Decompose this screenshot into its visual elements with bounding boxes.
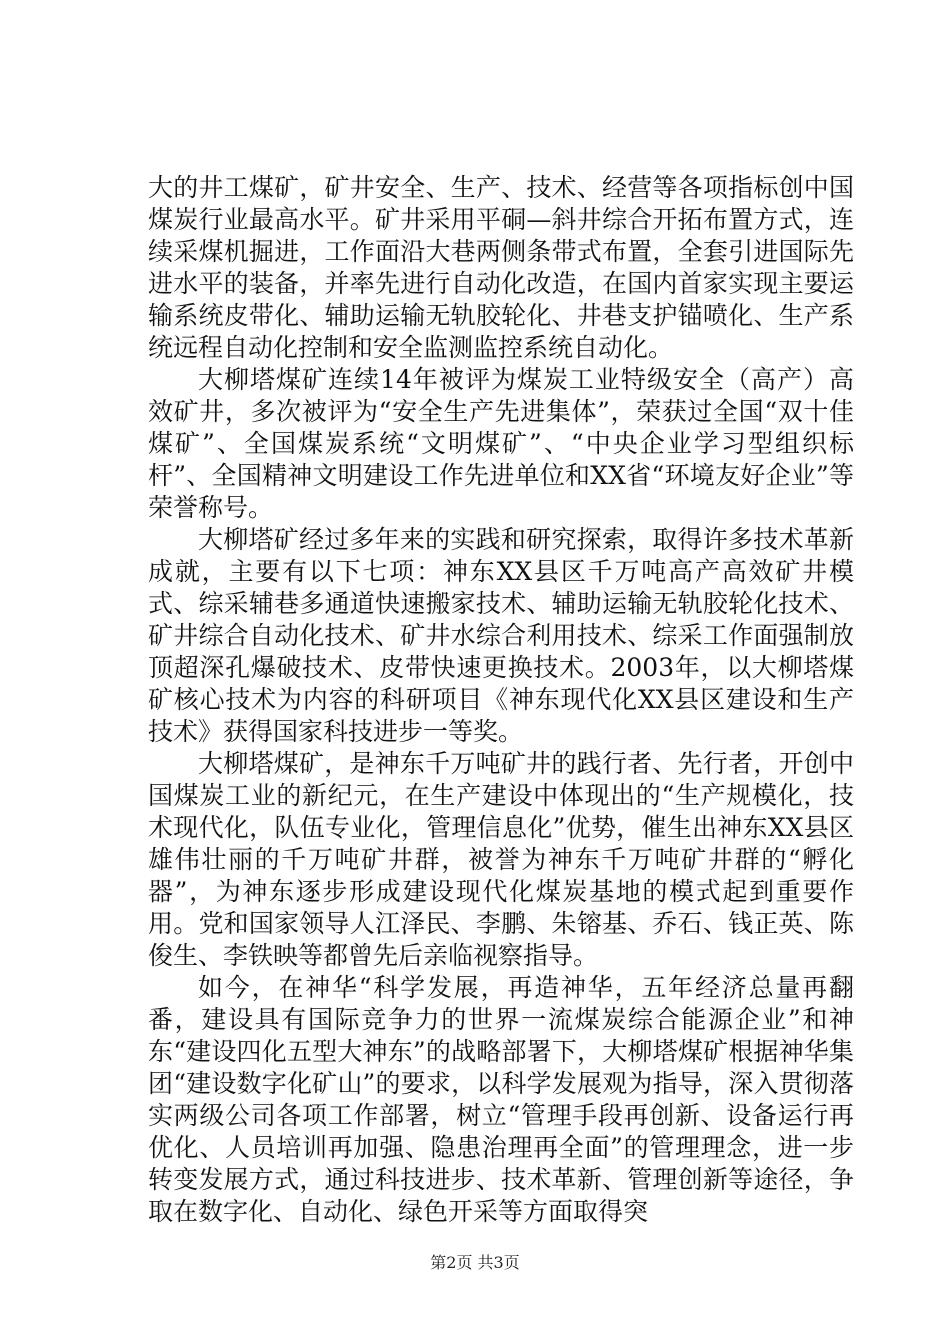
body-text (148, 172, 854, 1228)
paragraph-development: 如今，在神华“科学发展，再造神华，五年经济总量再翻番，建设具有国际竞争力的世界一流煤炭综合能源企业”和神东“建设四化五型大神东”的战略部署下，大柳塔煤矿根据神华集团“建设数字化矿山”的要求，以科学发展观为指导，深入贯彻落实两级公司各项工作部署，树立“管理手段再创新、设备运行再优化、人员培训再加强、隐患治理再全面”的管理理念，进一步转变发展方式，通过科技进步、技术革新、管理创新等途径，争取在数字化、自动化、绿色开采等方面取得突 (148, 973, 854, 1226)
paragraph-honors: 大柳塔煤矿连续14年被评为煤炭工业特级安全（高产）高效矿井，多次被评为“安全生产先进集体”，荣获过全国“双十佳煤矿”、全国煤炭系统“文明煤矿”、“中央企业学习型组织标杆”、全国精神文明建设工作先进单位和XX省“环境友好企业”等荣誉称号。 (148, 365, 854, 522)
paragraph-continued: 大的井工煤矿，矿井安全、生产、技术、经营等各项指标创中国煤炭行业最高水平。矿井采用平硐—斜井综合开拓布置方式，连续采煤机掘进，工作面沿大巷两侧条带式布置，全套引进国际先进水平的装备，并率先进行自动化改造，在国内首家实现主要运输系统皮带化、辅助运输无轨胶轮化、井巷支护锚喷化、生产系统远程自动化控制和安全监测监控系统自动化。 (148, 173, 854, 362)
paragraph-role: 大柳塔煤矿，是神东千万吨矿井的践行者、先行者，开创中国煤炭工业的新纪元，在生产建设中体现出的“生产规模化，技术现代化，队伍专业化，管理信息化”优势，催生出神东XX县区雄伟壮丽的千万吨矿井群，被誉为神东千万吨矿井群的“孵化器”，为神东逐步形成建设现代化煤炭基地的模式起到重要作用。党和国家领导人江泽民、李鹏、朱镕基、乔石、钱正英、陈俊生、李铁映等都曾先后亲临视察指导。 (148, 749, 854, 970)
page-number: 第2页 共3页 (430, 1253, 520, 1272)
paragraph-innovations: 大柳塔矿经过多年来的实践和研究探索，取得许多技术革新成就，主要有以下七项：神东XX县区千万吨高产高效矿井模式、综采辅巷多通道快速搬家技术、辅助运输无轨胶轮化技术、矿井综合自动化技术、矿井水综合利用技术、综采工作面强制放顶超深孔爆破技术、皮带快速更换技术。2003年，以大柳塔煤矿核心技术为内容的科研项目《神东现代化XX县区建设和生产技术》获得国家科技进步一等奖。 (148, 525, 854, 746)
